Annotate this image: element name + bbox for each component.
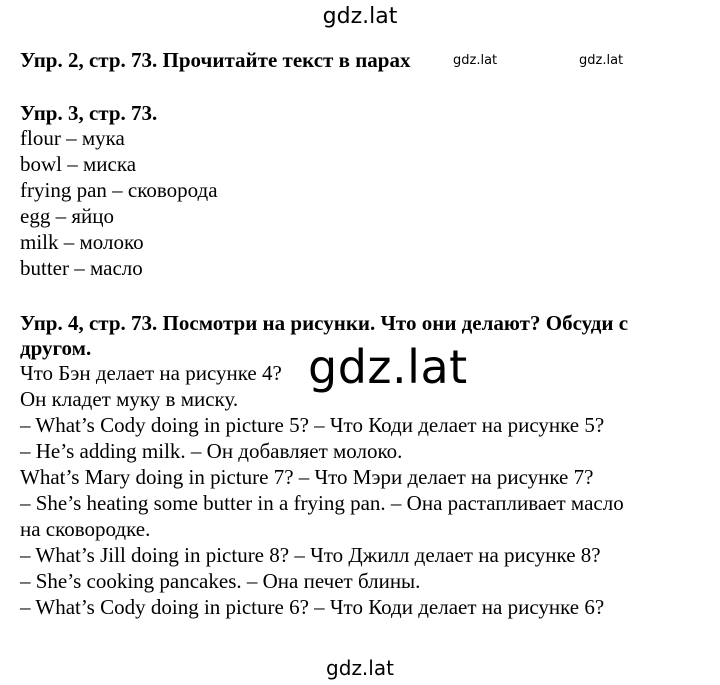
exercise-2-heading: Упр. 2, стр. 73. Прочитайте текст в парах bbox=[20, 48, 411, 72]
dialogue-line: Он кладет муку в миску. bbox=[20, 387, 239, 411]
watermark-small-1: gdz.lat bbox=[453, 53, 498, 68]
exercise-4-heading-line-2: другом. bbox=[20, 336, 92, 360]
exercise-3-heading: Упр. 3, стр. 73. bbox=[20, 101, 158, 125]
watermark-top: gdz.lat bbox=[322, 4, 398, 29]
watermark-small-2: gdz.lat bbox=[579, 53, 624, 68]
exercise-4-heading-line-1: Упр. 4, стр. 73. Посмотри на рисунки. Что они делают? Обсуди с bbox=[20, 311, 629, 335]
vocab-item-flour: flour – мука bbox=[20, 126, 125, 150]
dialogue-line: на сковородке. bbox=[20, 517, 151, 541]
watermark-center: gdz.lat bbox=[308, 340, 468, 394]
dialogue-line: What’s Mary doing in picture 7? – Что Мэри делает на рисунке 7? bbox=[20, 465, 594, 489]
dialogue-line: – What’s Cody doing in picture 5? – Что Коди делает на рисунке 5? bbox=[20, 413, 605, 437]
dialogue-line: – He’s adding milk. – Он добавляет молоко. bbox=[20, 439, 403, 463]
dialogue-line: – She’s heating some butter in a frying pan. – Она растапливает масло bbox=[20, 491, 624, 515]
dialogue-line: – What’s Jill doing in picture 8? – Что Джилл делает на рисунке 8? bbox=[20, 543, 601, 567]
vocab-item-milk: milk – молоко bbox=[20, 230, 144, 254]
watermark-bottom: gdz.lat bbox=[326, 656, 394, 680]
vocab-item-egg: egg – яйцо bbox=[20, 204, 114, 228]
vocab-item-butter: butter – масло bbox=[20, 256, 143, 280]
vocab-item-bowl: bowl – миска bbox=[20, 152, 137, 176]
vocab-item-frying-pan: frying pan – сковорода bbox=[20, 178, 218, 202]
dialogue-line: – What’s Cody doing in picture 6? – Что Коди делает на рисунке 6? bbox=[20, 595, 605, 619]
dialogue-line: Что Бэн делает на рисунке 4? bbox=[20, 361, 282, 385]
dialogue-line: – She’s cooking pancakes. – Она печет блины. bbox=[20, 569, 421, 593]
